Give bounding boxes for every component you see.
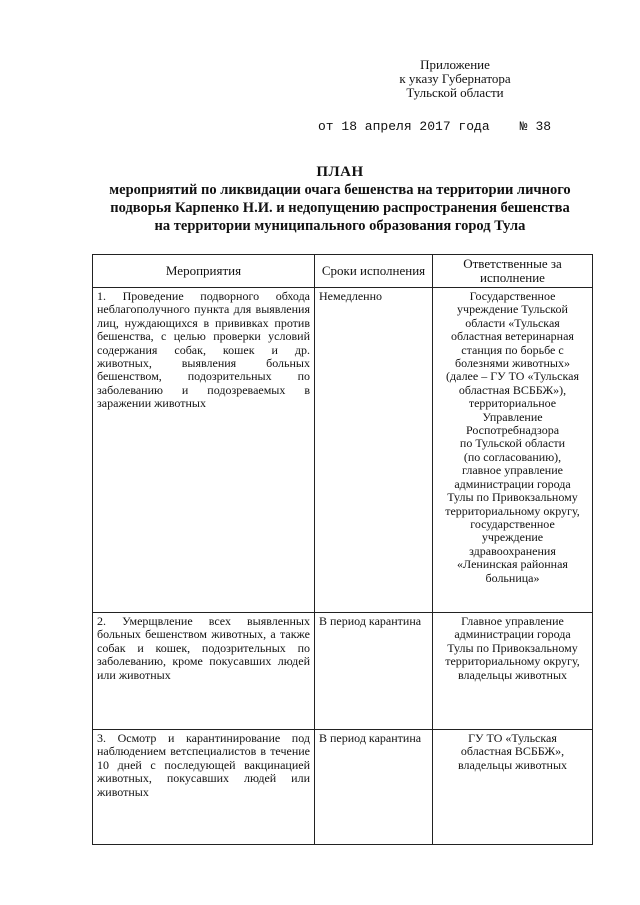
responsible-line: владельцы животных bbox=[457, 757, 568, 772]
responsible-line: (по согласованию), bbox=[463, 449, 562, 464]
row-term: Немедленно bbox=[315, 288, 433, 613]
responsible-line: здравоохранения bbox=[469, 543, 556, 558]
title-line-3: на территории муниципального образования город Тула bbox=[154, 218, 526, 234]
document-title bbox=[90, 163, 590, 235]
responsible-line: областная ВСББЖ»), bbox=[458, 382, 567, 397]
table-row bbox=[93, 288, 593, 613]
row-term: В период карантина bbox=[315, 613, 433, 730]
header-responsible-line-2: исполнение bbox=[480, 270, 545, 285]
table-row bbox=[93, 613, 593, 730]
responsible-line: областная ветеринарная bbox=[451, 329, 574, 344]
decree-date: от 18 апреля 2017 года bbox=[318, 119, 490, 134]
responsible-line: Тулы по Привокзальному bbox=[447, 490, 578, 505]
table-header-row bbox=[93, 255, 593, 288]
appendix-line-3: Тульской области bbox=[406, 85, 504, 100]
responsible-line: Тулы по Привокзальному bbox=[447, 640, 578, 655]
header-responsible-line-1: Ответственные за bbox=[463, 256, 562, 271]
title-line-2: подворья Карпенко Н.И. и недопущению распространения бешенства bbox=[110, 200, 570, 216]
row-responsible bbox=[433, 730, 593, 845]
responsible-line: территориальное bbox=[468, 396, 557, 411]
responsible-line: Государственное bbox=[469, 289, 556, 303]
header-activity: Мероприятия bbox=[93, 255, 315, 288]
title-line-1: мероприятий по ликвидации очага бешенства на территории личного bbox=[109, 182, 571, 198]
decree-number: 38 bbox=[535, 119, 552, 134]
responsible-line: государственное bbox=[470, 516, 555, 531]
responsible-line: станция по борьбе с bbox=[461, 342, 564, 357]
responsible-line: области «Тульская bbox=[465, 315, 560, 330]
appendix-line-2: к указу Губернатора bbox=[399, 71, 511, 86]
responsible-line: главное управление bbox=[462, 463, 563, 478]
row-activity: 2. Умерщвление всех выявленных больных бешенством животных, а также собак и кошек, подозрительных по заболеванию, кроме покусавших людей или животных bbox=[93, 613, 315, 730]
responsible-line: администрации города bbox=[454, 476, 571, 491]
responsible-line: учреждение bbox=[481, 530, 544, 545]
responsible-line: Роспотребнадзора bbox=[465, 423, 560, 438]
responsible-line: администрации города bbox=[454, 627, 571, 642]
title-heading: ПЛАН bbox=[316, 164, 364, 180]
decree-date-number bbox=[318, 119, 551, 134]
responsible-line: болезнями животных» bbox=[455, 356, 570, 371]
responsible-line: по Тульской области bbox=[459, 436, 566, 451]
responsible-line: ГУ ТО «Тульская bbox=[468, 731, 557, 745]
responsible-line: областная ВСББЖ», bbox=[460, 744, 565, 759]
row-activity: 3. Осмотр и карантинирование под наблюдением ветспециалистов в течение 10 дней с последующей вакцинацией животных, покусавших людей или животных bbox=[93, 730, 315, 845]
appendix-block bbox=[380, 58, 530, 100]
row-term: В период карантина bbox=[315, 730, 433, 845]
row-responsible bbox=[433, 613, 593, 730]
plan-table bbox=[92, 254, 593, 845]
responsible-line: владельцы животных bbox=[457, 667, 568, 682]
table-row bbox=[93, 730, 593, 845]
responsible-line: Управление bbox=[482, 409, 543, 424]
responsible-line: «Ленинская районная bbox=[457, 557, 568, 572]
responsible-line: больница» bbox=[485, 570, 540, 585]
row-responsible bbox=[433, 288, 593, 613]
responsible-line: учреждение Тульской bbox=[457, 302, 568, 317]
appendix-line-1: Приложение bbox=[420, 57, 490, 72]
header-term: Сроки исполнения bbox=[315, 255, 433, 288]
decree-number-sign: № bbox=[519, 119, 528, 134]
responsible-line: территориальному округу, bbox=[445, 503, 580, 518]
responsible-line: территориальному округу, bbox=[445, 654, 580, 669]
responsible-line: (далее – ГУ ТО «Тульская bbox=[446, 369, 579, 384]
header-responsible bbox=[433, 255, 593, 288]
responsible-line: Главное управление bbox=[461, 614, 564, 628]
row-activity: 1. Проведение подворного обхода неблагополучного пункта для выявления лиц, нуждающихся в прививках против бешенства, с целью проверки условий содержания собак, кошек и др. животных, выявления больных бешенством, подозрительных по заболеванию и подозреваемых в заражении животных bbox=[93, 288, 315, 613]
